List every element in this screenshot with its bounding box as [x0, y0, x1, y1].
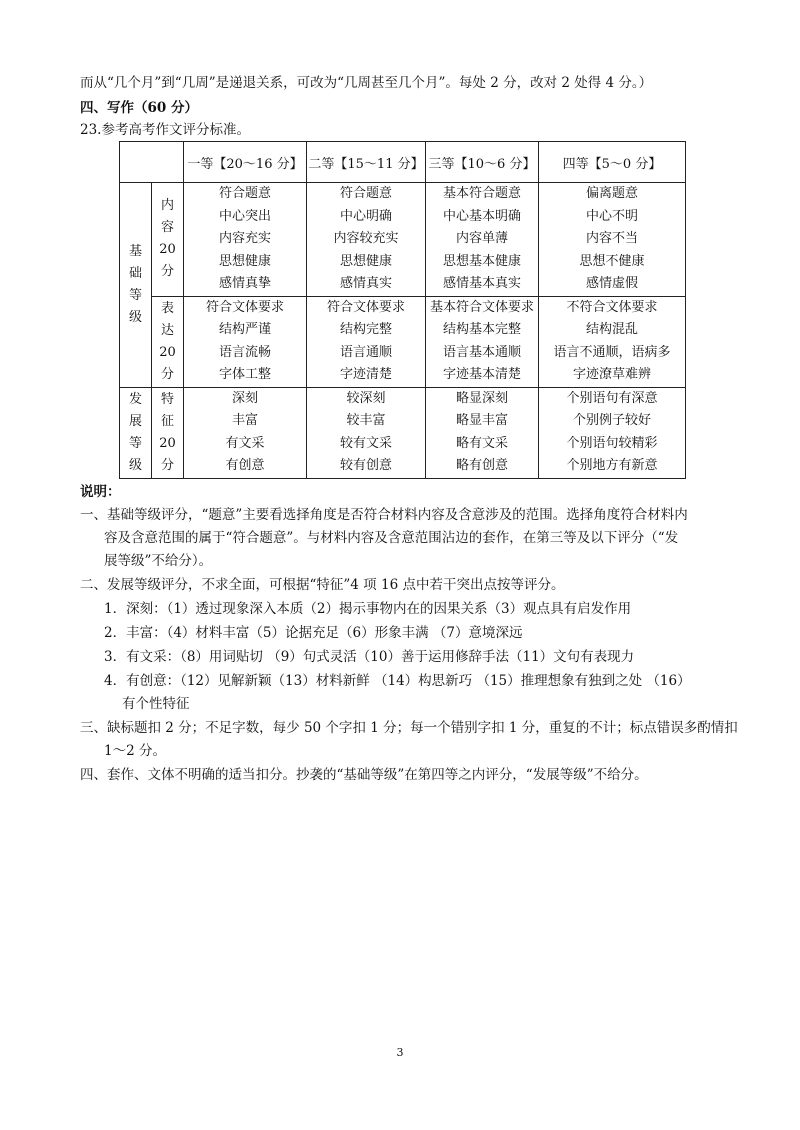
header-grade-1: 一等【20～16 分】: [184, 142, 307, 183]
group-develop: 发 展 等 级: [120, 387, 152, 478]
content-grade-1: 符合题意 中心突出 内容充实 思想健康 感情真挚: [184, 183, 307, 297]
content-grade-2: 符合题意 中心明确 内容较充实 思想健康 感情真实: [307, 183, 426, 297]
note-2-item-2: 2．丰富：（4）材料丰富（5）论据充足（6）形象丰满 （7）意境深远: [104, 625, 523, 641]
table-row: [120, 183, 686, 297]
note-1-line-2: 容及含意范围的属于“符合题意”。与材料内容及含意范围沾边的套作，在第三等及以下评分（“发: [104, 530, 679, 546]
table-row: [120, 296, 686, 387]
page-number: 3: [396, 1046, 404, 1059]
group-basic: 基 础 等 级: [120, 183, 152, 388]
expression-grade-1: 符合文体要求 结构严谨 语言流畅 字体工整: [184, 296, 307, 387]
content-grade-4: 偏离题意 中心不明 内容不当 思想不健康 感情虚假: [539, 183, 686, 297]
note-2-item-1: 1．深刻：（1）透过现象深入本质（2）揭示事物内在的因果关系（3）观点具有启发作用: [104, 601, 632, 617]
note-2-item-4-line-2: 有个性特征: [122, 696, 190, 712]
expression-grade-3: 基本符合文体要求 结构基本完整 语言基本通顺 字迹基本清楚: [426, 296, 539, 387]
subgroup-content: 内 容 20 分: [152, 183, 184, 297]
table-corner: [120, 142, 184, 183]
feature-grade-2: 较深刻 较丰富 较有文采 较有创意: [307, 387, 426, 478]
note-3-line-2: 1～2 分。: [104, 743, 166, 759]
note-1-line-3: 展等级”不给分）。: [104, 553, 213, 569]
header-grade-2: 二等【15～11 分】: [307, 142, 426, 183]
subgroup-expression: 表 达 20 分: [152, 296, 184, 387]
subgroup-feature: 特 征 20 分: [152, 387, 184, 478]
note-4: 四、套作、文体不明确的适当扣分。抄袭的“基础等级”在第四等之内评分，“发展等级”不给分。: [80, 767, 648, 783]
question-23: 23.参考高考作文评分标准。: [80, 122, 250, 138]
header-grade-3: 三等【10～6 分】: [426, 142, 539, 183]
table-row: [120, 387, 686, 478]
content-grade-3: 基本符合题意 中心基本明确 内容单薄 思想基本健康 感情基本真实: [426, 183, 539, 297]
expression-grade-2: 符合文体要求 结构完整 语言通顺 字迹清楚: [307, 296, 426, 387]
scoring-table: [119, 141, 686, 479]
note-2-item-4-line-1: 4．有创意：（12）见解新颖（13）材料新鲜 （14）构思新巧 （15）推理想象有独到之处 （16）: [104, 673, 691, 689]
note-1-line-1: 一、基础等级评分，“题意”主要看选择角度是否符合材料内容及含意涉及的范围。选择角度符合材料内: [80, 507, 688, 523]
feature-grade-1: 深刻 丰富 有文采 有创意: [184, 387, 307, 478]
table-header-row: [120, 142, 686, 183]
notes-title: 说明：: [80, 484, 121, 500]
feature-grade-3: 略显深刻 略显丰富 略有文采 略有创意: [426, 387, 539, 478]
section-heading: 四、写作（60 分）: [80, 100, 198, 116]
header-grade-4: 四等【5～0 分】: [539, 142, 686, 183]
note-2: 二、发展等级评分，不求全面，可根据“特征”4 项 16 点中若干突出点按等评分。: [80, 577, 565, 593]
feature-grade-4: 个别语句有深意 个别例子较好 个别语句较精彩 个别地方有新意: [539, 387, 686, 478]
intro-line: 而从“几个月”到“几周”是递退关系，可改为“几周甚至几个月”。每处 2 分，改对 2 处得 4 分。）: [80, 75, 653, 91]
note-2-item-3: 3．有文采：（8）用词贴切 （9）句式灵活（10）善于运用修辞手法（11）文句有表现力: [104, 649, 635, 665]
note-3-line-1: 三、缺标题扣 2 分；不足字数，每少 50 个字扣 1 分；每一个错别字扣 1 分，重复的不计；标点错误多酌情扣: [80, 720, 738, 736]
expression-grade-4: 不符合文体要求 结构混乱 语言不通顺，语病多 字迹潦草难辨: [539, 296, 686, 387]
